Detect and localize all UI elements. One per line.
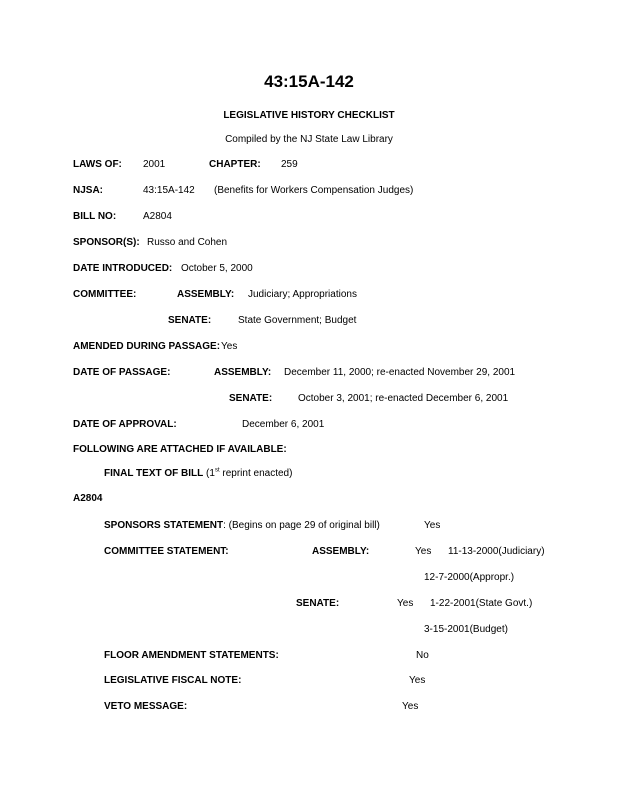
fiscal-note-value: Yes <box>409 675 426 686</box>
date-of-passage-label: DATE OF PASSAGE: <box>73 367 171 378</box>
njsa-value: 43:15A-142 <box>143 185 195 196</box>
final-text-paren-open: (1 <box>206 468 215 479</box>
passage-senate-value: October 3, 2001; re-enacted December 6, 2001 <box>298 393 509 404</box>
sponsors-statement-value: Yes <box>424 520 441 531</box>
compiled-by-note: Compiled by the NJ State Law Library <box>225 134 393 145</box>
cs-assembly-line <box>312 546 369 558</box>
cs-senate-date-2: 3-15-2001(Budget) <box>424 624 508 635</box>
bill-no-value: A2804 <box>143 211 172 222</box>
passage-senate-label: SENATE: <box>229 393 273 404</box>
sponsors-statement-label: SPONSORS STATEMENT <box>104 520 224 531</box>
cs-assembly-date-1: 11-13-2000(Judiciary) <box>448 546 545 557</box>
bill-number-heading: A2804 <box>73 493 103 504</box>
floor-amendment-value: No <box>416 650 429 661</box>
passage-assembly-label: ASSEMBLY: <box>214 367 272 378</box>
date-introduced-value: October 5, 2000 <box>181 263 253 274</box>
veto-message-value: Yes <box>402 701 419 712</box>
committee-statement-label: COMMITTEE STATEMENT: <box>104 546 229 557</box>
sponsors-statement-note: : (Begins on page 29 of original bill) <box>223 520 380 531</box>
cs-senate-date-1: 1-22-2001(State Govt.) <box>430 598 533 609</box>
njsa-label: NJSA: <box>73 185 104 196</box>
cs-senate-value: Yes <box>397 598 414 609</box>
committee-assembly-value: Judiciary; Appropriations <box>248 289 357 300</box>
sponsors-label: SPONSOR(S): <box>73 237 140 248</box>
committee-senate-value: State Government; Budget <box>238 315 357 326</box>
amended-value: Yes <box>221 341 238 352</box>
attached-heading: FOLLOWING ARE ATTACHED IF AVAILABLE: <box>73 444 287 455</box>
date-of-approval-label: DATE OF APPROVAL: <box>73 419 177 430</box>
cs-assembly-value: Yes <box>415 546 432 557</box>
chapter-value: 259 <box>281 159 298 170</box>
final-text-ordinal: st <box>214 467 220 474</box>
committee-senate-label: SENATE: <box>168 315 212 326</box>
fiscal-note-label: LEGISLATIVE FISCAL NOTE: <box>104 675 242 686</box>
final-text-line <box>104 468 292 480</box>
veto-message-label: VETO MESSAGE: <box>104 701 188 712</box>
laws-of-label: LAWS OF: <box>73 159 122 170</box>
page-title: 43:15A-142 <box>264 72 354 91</box>
chapter-label: CHAPTER: <box>209 159 261 170</box>
cs-assembly-label: ASSEMBLY: <box>312 546 370 557</box>
final-text-rest: reprint enacted) <box>219 468 293 479</box>
floor-amendment-label: FLOOR AMENDMENT STATEMENTS: <box>104 650 279 661</box>
sponsors-statement-line <box>104 520 380 532</box>
amended-label: AMENDED DURING PASSAGE: <box>73 341 221 352</box>
document-subtitle: LEGISLATIVE HISTORY CHECKLIST <box>223 110 395 121</box>
final-text-label: FINAL TEXT OF BILL <box>104 468 204 479</box>
cs-assembly-date-2: 12-7-2000(Appropr.) <box>424 572 515 583</box>
sponsors-value: Russo and Cohen <box>147 237 228 248</box>
njsa-description: (Benefits for Workers Compensation Judges) <box>214 185 414 196</box>
passage-assembly-value: December 11, 2000; re-enacted November 29, 2001 <box>284 367 516 378</box>
bill-no-label: BILL NO: <box>73 211 117 222</box>
cs-senate-label: SENATE: <box>296 598 340 609</box>
committee-label: COMMITTEE: <box>73 289 137 300</box>
committee-assembly-label: ASSEMBLY: <box>177 289 235 300</box>
laws-of-value: 2001 <box>143 159 166 170</box>
date-introduced-label: DATE INTRODUCED: <box>73 263 173 274</box>
date-of-approval-value: December 6, 2001 <box>242 419 325 430</box>
